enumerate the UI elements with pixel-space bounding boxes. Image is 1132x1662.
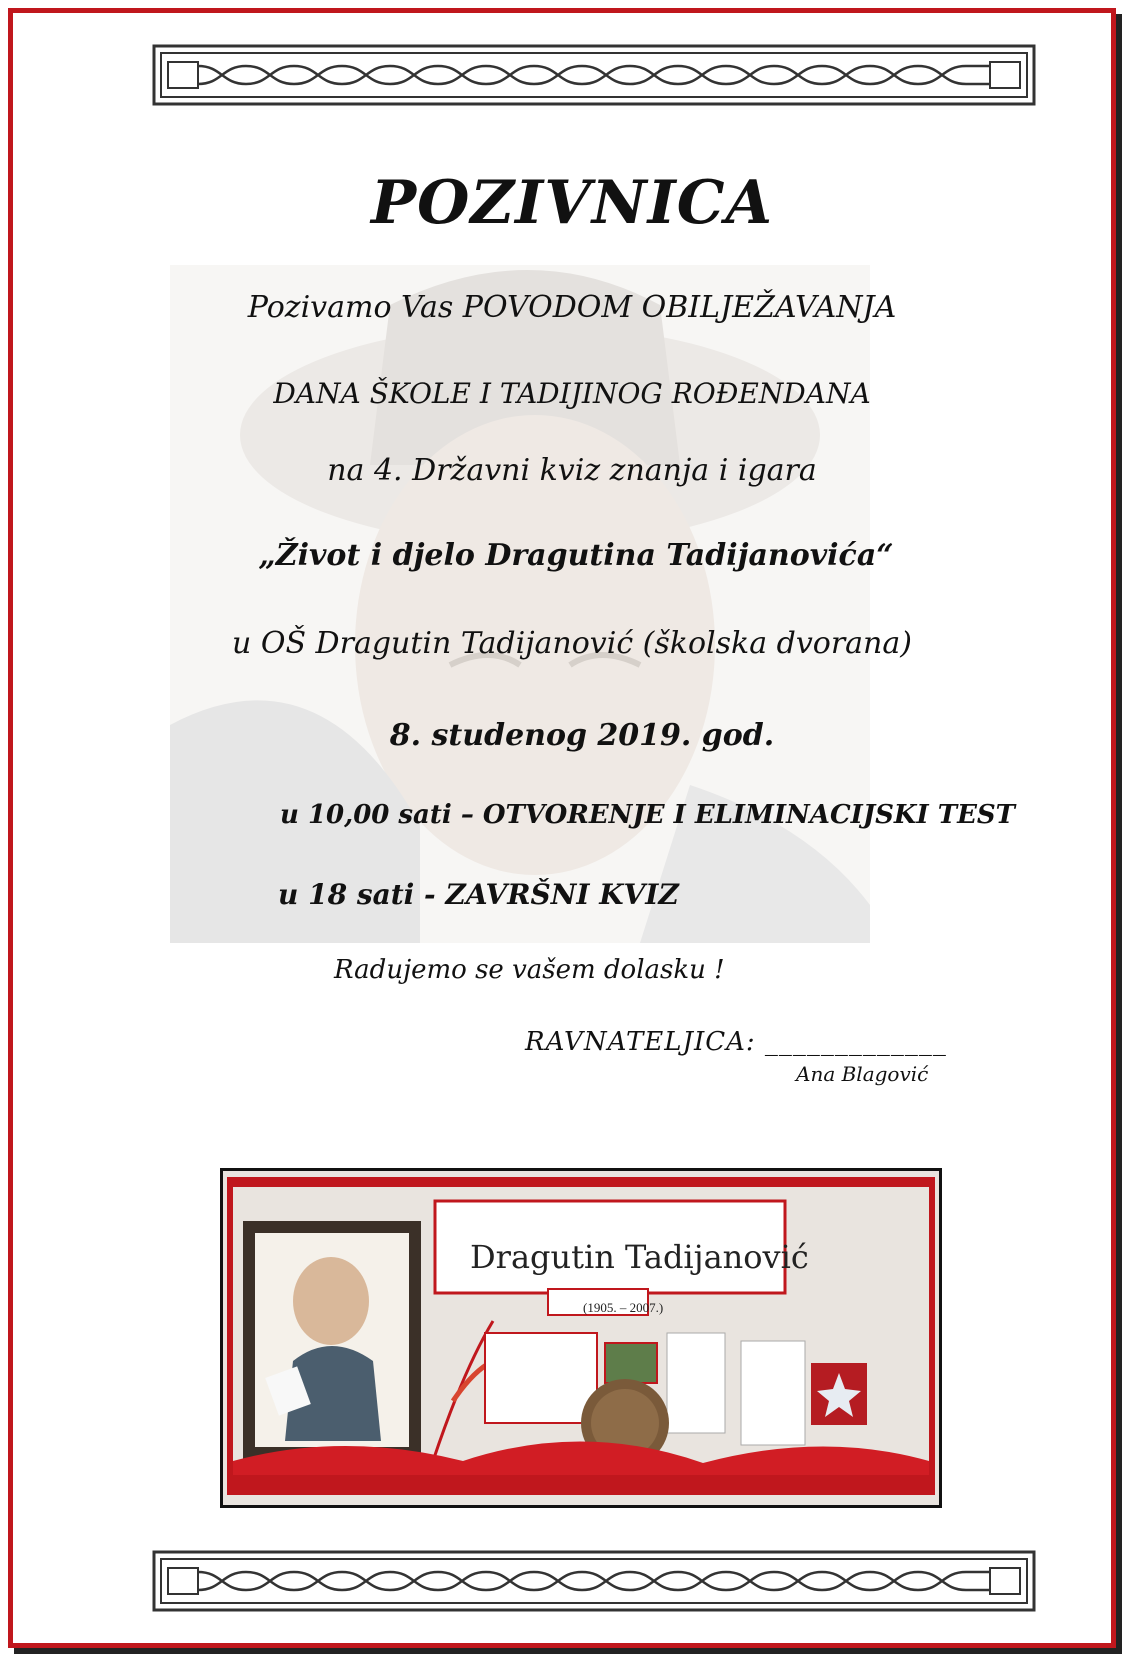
showcase-years-label: (1905. – 2007.) <box>583 1300 664 1315</box>
venue-line: u OŠ Dragutin Tadijanović (školska dvorana) <box>232 626 912 661</box>
top-braid-border <box>152 44 1036 106</box>
frame-shadow-bottom <box>14 1648 1122 1654</box>
closing-line: Radujemo se vašem dolasku ! <box>334 955 725 985</box>
showcase-name-label: Dragutin Tadijanović <box>470 1238 809 1276</box>
showcase-photo <box>220 1168 942 1508</box>
bottom-braid-border <box>152 1550 1036 1612</box>
frame-shadow-right <box>1116 14 1122 1654</box>
event-date: 8. studenog 2019. god. <box>389 718 775 753</box>
quiz-title: „Život i djelo Dragutina Tadijanovića“ <box>258 538 894 573</box>
schedule-item-2: u 18 sati - ZAVRŠNI KVIZ <box>278 878 679 911</box>
signature-name: Ana Blagović <box>796 1062 929 1086</box>
portrait-background-image <box>170 265 870 943</box>
invitation-title: POZIVNICA <box>370 168 774 238</box>
invitation-line-1: Pozivamo Vas POVODOM OBILJEŽAVANJA <box>247 290 897 325</box>
signature-label: RAVNATELJICA: _____________ <box>525 1027 947 1057</box>
schedule-item-1: u 10,00 sati – OTVORENJE I ELIMINACIJSKI TEST <box>280 800 1016 830</box>
invitation-line-3: na 4. Državni kviz znanja i igara <box>327 453 817 488</box>
invitation-line-2: DANA ŠKOLE I TADIJINOG ROĐENDANA <box>273 377 871 410</box>
